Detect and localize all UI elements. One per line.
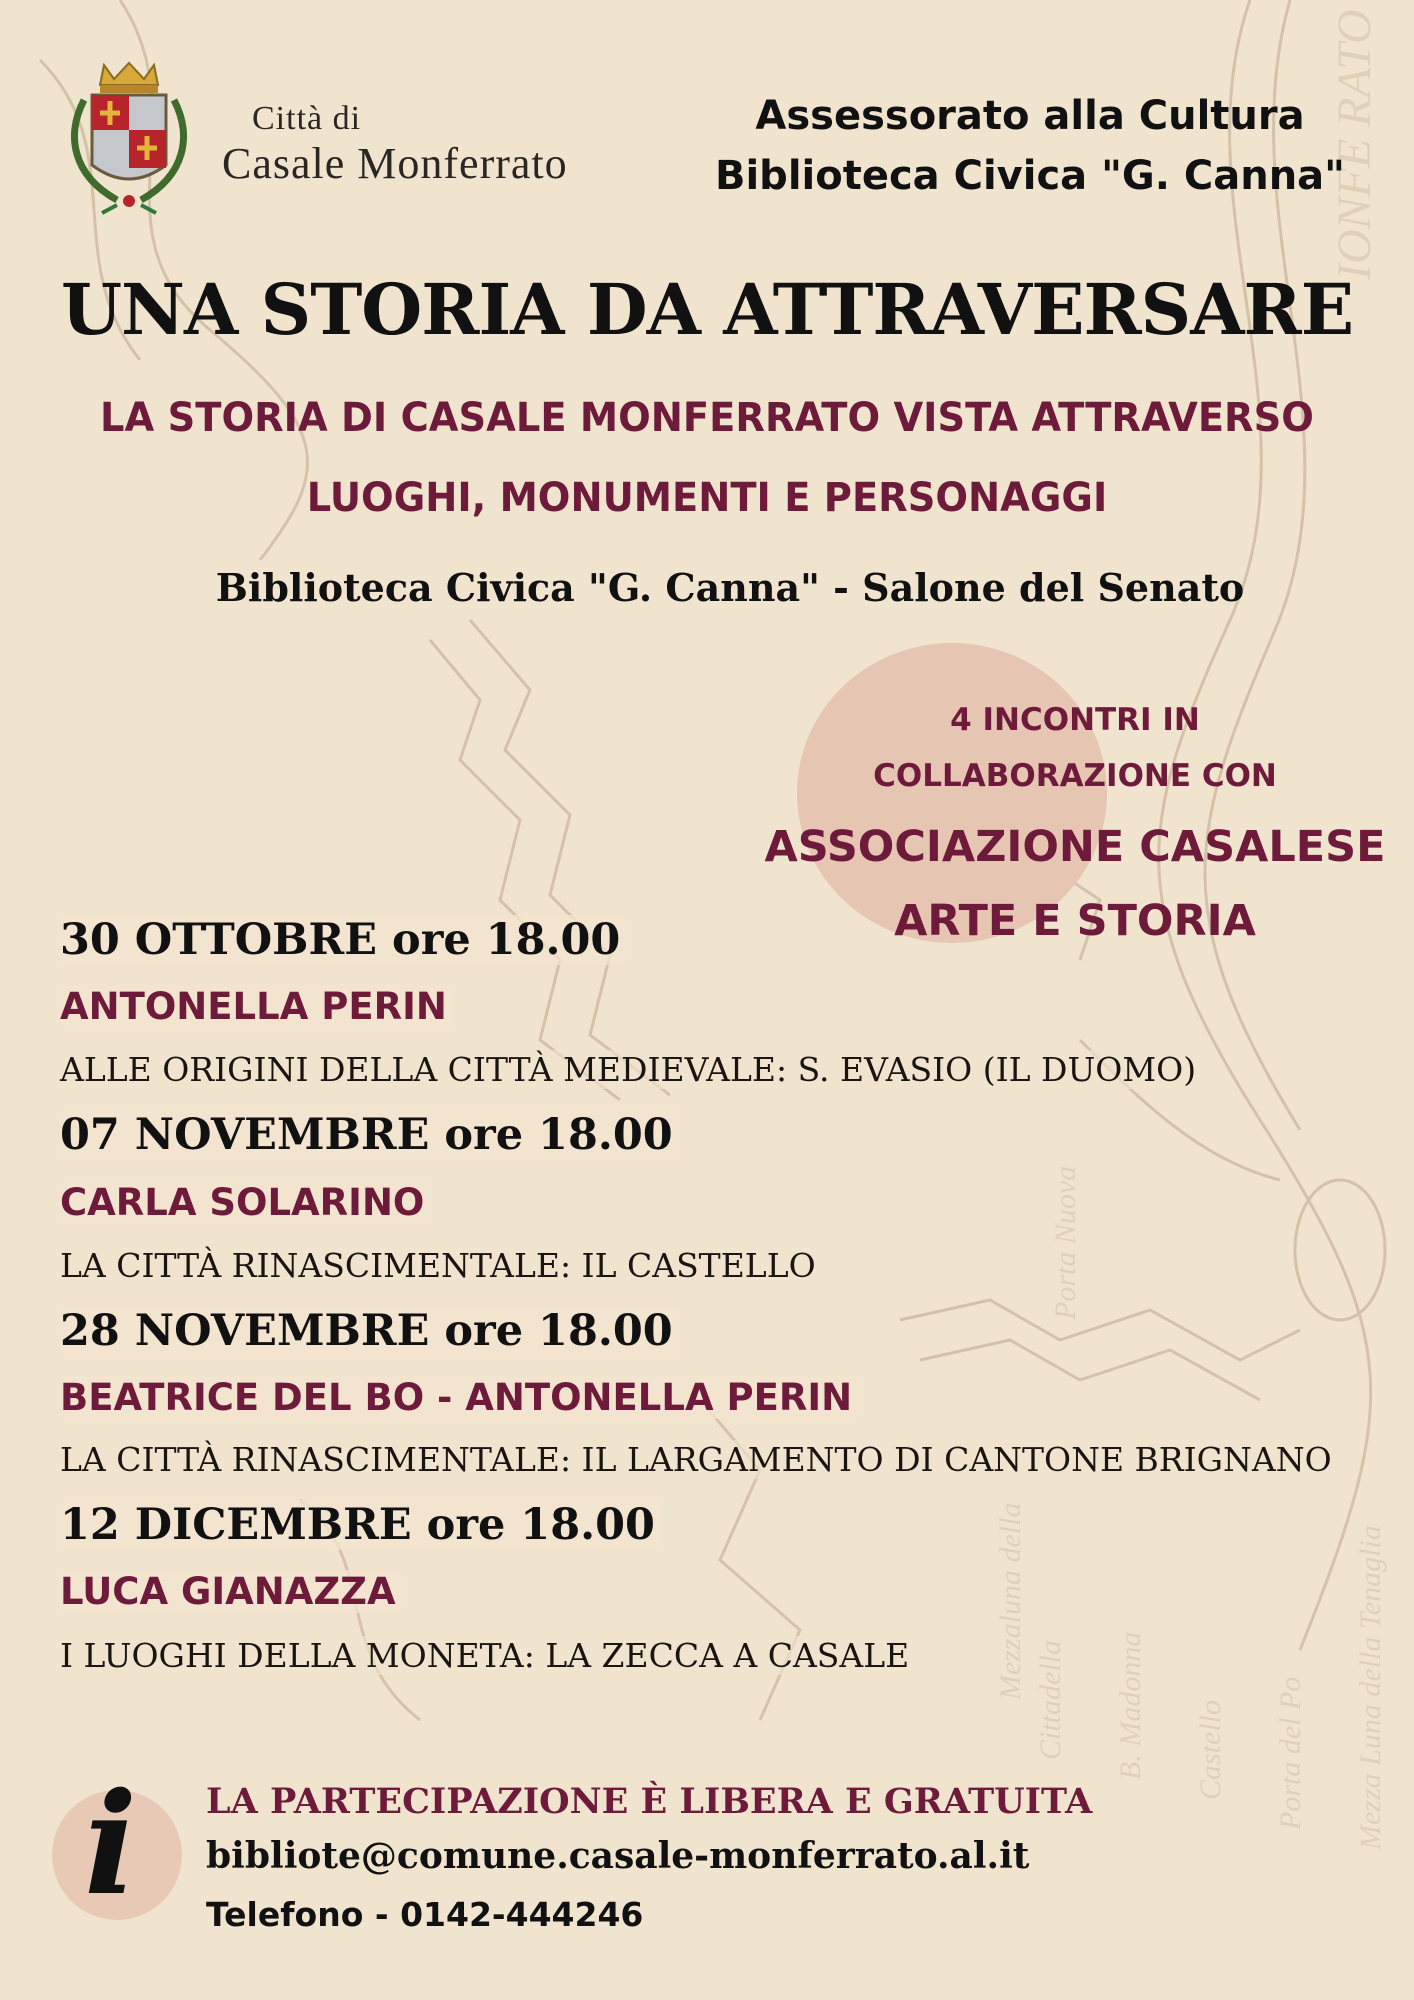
event-topic: I LUOGHI DELLA MONETA: LA ZECCA A CASALE xyxy=(60,1636,910,1675)
assessorato-line: Assessorato alla Cultura xyxy=(755,93,1305,139)
subtitle xyxy=(28,378,1385,538)
event-date: 30 OTTOBRE ore 18.00 xyxy=(60,915,626,965)
page-title: UNA STORIA DA ATTRAVERSARE xyxy=(60,268,1354,351)
event-date: 28 NOVEMBRE ore 18.00 xyxy=(60,1306,679,1356)
org-name-line-1: ASSOCIAZIONE CASALESE xyxy=(764,822,1386,872)
event-date: 12 DICEMBRE ore 18.00 xyxy=(60,1500,661,1550)
event-date: 07 NOVEMBRE ore 18.00 xyxy=(60,1110,679,1160)
event-topic: ALLE ORIGINI DELLA CITTÀ MEDIEVALE: S. EVASIO (IL DUOMO) xyxy=(60,1050,1197,1089)
svg-text:IONFE RATO: IONFE RATO xyxy=(1328,9,1381,280)
svg-text:Mezza Luna della Tenaglia: Mezza Luna della Tenaglia xyxy=(1354,1525,1387,1850)
collaboration-intro xyxy=(760,692,1390,804)
svg-text:Porta Nuova: Porta Nuova xyxy=(1049,1165,1082,1320)
library-line: Biblioteca Civica "G. Canna" xyxy=(714,153,1346,199)
event-speaker: LUCA GIANAZZA xyxy=(60,1570,402,1613)
subtitle-line-1: LA STORIA DI CASALE MONFERRATO VISTA ATTRAVERSO xyxy=(100,395,1314,441)
event-speaker: CARLA SOLARINO xyxy=(60,1181,430,1224)
collaboration-org xyxy=(760,810,1390,958)
svg-text:Porta del Po: Porta del Po xyxy=(1274,1676,1307,1830)
subtitle-line-2: LUOGHI, MONUMENTI E PERSONAGGI xyxy=(306,475,1108,521)
svg-text:B. Madonna: B. Madonna xyxy=(1114,1631,1147,1780)
contact-phone: Telefono - 0142-444246 xyxy=(206,1895,644,1934)
svg-text:Castello: Castello xyxy=(1194,1699,1227,1800)
venue: Biblioteca Civica "G. Canna" - Salone del Senato xyxy=(215,565,1245,610)
org-name-line-2: ARTE E STORIA xyxy=(894,896,1256,946)
free-entry-notice: LA PARTECIPAZIONE È LIBERA E GRATUITA xyxy=(206,1781,1093,1822)
event-speaker: BEATRICE DEL BO - ANTONELLA PERIN xyxy=(60,1376,858,1419)
event-speaker: ANTONELLA PERIN xyxy=(60,985,453,1028)
assessorato-block xyxy=(700,86,1360,206)
event-topic: LA CITTÀ RINASCIMENTALE: IL CASTELLO xyxy=(60,1246,816,1285)
city-name-small: Città di xyxy=(252,100,362,137)
city-crest-logo xyxy=(62,55,197,215)
svg-text:Cittadella: Cittadella xyxy=(1034,1640,1067,1760)
collaboration-line-1: 4 INCONTRI IN xyxy=(950,702,1200,738)
collaboration-line-2: COLLABORAZIONE CON xyxy=(873,758,1277,794)
svg-text:Mezzaluna della: Mezzaluna della xyxy=(994,1502,1027,1700)
event-topic: LA CITTÀ RINASCIMENTALE: IL LARGAMENTO DI CANTONE BRIGNANO xyxy=(60,1440,1332,1479)
city-name: Casale Monferrato xyxy=(222,139,568,188)
info-icon: i xyxy=(84,1763,138,1927)
contact-email[interactable]: bibliote@comune.casale-monferrato.al.it xyxy=(206,1835,1030,1877)
